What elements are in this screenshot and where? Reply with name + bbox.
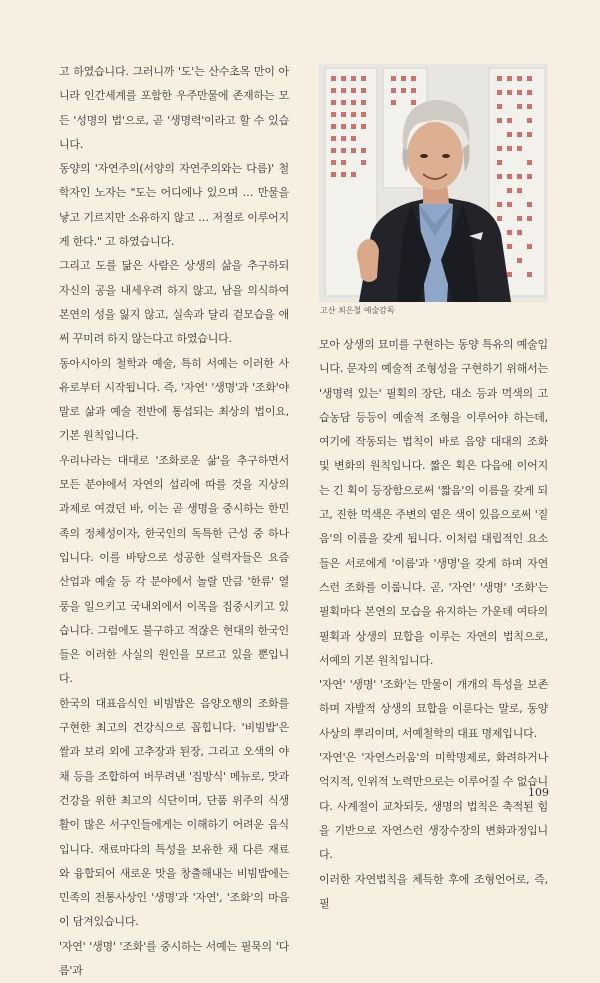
- paragraph: 한국의 대표음식인 비빔밥은 음양오행의 조화를 구현한 최고의 건강식으로 꼽힙니다. '비빔밥'은 쌀과 보리 외에 고추장과 된장, 그리고 오색의 야채 등을 조합하여 버무려낸 '집방식' 메뉴로, 맛과 건강을 위한 최고의 식단이며, 단품 위주의 식생활이 많은 서구인들에게는 이해하기 어려운 음식입니다. 재료마다의 특성을 보유한 채 다른 재료와 융합되어 새로운 맛을 창출해내는 비빔밥에는 민족의 전통사상인 '생명'과 '자연', '조화'의 마음이 담겨있습니다.: [59, 696, 289, 929]
- paragraph: 모아 상생의 묘미를 구현하는 동양 특유의 예술입니다. 문자의 예술적 조형성을 구현하기 위해서는 '생명력 있는' 필획의 장단, 대소 등과 먹색의 고습농담 등등이 예술적 조형을 이루어야 하는데, 여기에 작동되는 법칙이 바로 음양 대대의 조화 및 변화의 원칙입니다. 짧은 획은 다음에 이어지는 긴 획이 등장함으로써 '짧음'의 이름을 갖게 되고, 진한 먹색은 주변의 옅은 색이 있음으로써 '짙음'의 이름을 갖게 됩니다. 이처럼 대립적인 요소들은 서로에게 '이름'과 '생명'을 갖게 하며 자연스런 조화를 이룹니다. 곧, '자연' '생명' '조화'는 필획마다 본연의 모습을 유지하는 가운데 여타의 필획과 상생의 묘합을 이루는 자연의 법칙으로, 서예의 기본 원칙입니다.: [319, 338, 548, 667]
- left-text-column: [59, 60, 289, 983]
- paragraph: 동아시아의 철학과 예술, 특히 서예는 이러한 사유로부터 시작됩니다. 즉, '자연' '생명'과 '조화'야말로 삶과 예술 전반에 통섭되는 최상의 법이요, 기본 원칙입니다.: [59, 356, 289, 443]
- paragraph: '자연'은 '자연스러움'의 미학명제로, 화려하거나 억지적, 인위적 노력만으로는 이루어질 수 없습니다. 사계절이 교차되듯, 생명의 법칙은 축적된 힘을 기반으로 자연스런 생장수장의 변화과정입니다.: [319, 751, 548, 862]
- paragraph: '자연' '생명' '조화'를 중시하는 서예는 필묵의 '다름'과: [59, 939, 289, 977]
- portrait-illustration: [319, 64, 548, 302]
- page-number: 109: [528, 786, 549, 799]
- paragraph: 우리나라는 대대로 '조화로운 삶'을 추구하면서 모든 분야에서 자연의 섭리에 따를 것을 지상의 과제로 여겼던 바, 이는 곧 생명을 중시하는 한민족의 정체성이자, 한국인의 독특한 근성 중 하나입니다. 이를 바탕으로 성공한 실력자들은 요즘 산업과 예술 등 각 분야에서 놀랄 만큼 '한류' 열풍을 일으키고 국내외에서 이목을 집중시키고 있습니다. 그럼에도 불구하고 적잖은 현대의 한국인들은 이러한 사실의 원인을 모르고 있을 뿐입니다.: [59, 453, 289, 686]
- right-text-column: [319, 333, 548, 916]
- portrait-photo: [319, 64, 548, 302]
- paragraph: '자연' '생명' '조화'는 만물이 개개의 특성을 보존하며 자발적 상생의 묘합을 이룬다는 말로, 동양사상의 뿌리이며, 서예철학의 대표 명제입니다.: [319, 678, 548, 740]
- paragraph: 이러한 자연법칙을 체득한 후에 조형언어로, 즉, 필: [319, 872, 548, 910]
- photo-caption: 고산 최은철 예술감독: [320, 306, 395, 315]
- paragraph: 그리고 도를 닮은 사람은 상생의 삶을 추구하되 자신의 공을 내세우려 하지 않고, 남을 의식하여 본연의 성을 잃지 않고, 실속과 달리 겉모습을 애써 꾸미려 하지 않는다고 하였습니다.: [59, 259, 289, 346]
- paragraph: 동양의 '자연주의(서양의 자연주의와는 다름)' 철학자인 노자는 "도는 어디에나 있으며 … 만물을 낳고 기르지만 소유하지 않고 … 저절로 이루어지게 한다." 고 하였습니다.: [59, 162, 289, 249]
- paragraph: 고 하였습니다. 그러니까 '도'는 산수초목 만이 아니라 인간세계를 포함한 우주만물에 존재하는 모든 '성명의 법'으로, 곧 '생명력'이라고 할 수 있습니다.: [59, 65, 289, 151]
